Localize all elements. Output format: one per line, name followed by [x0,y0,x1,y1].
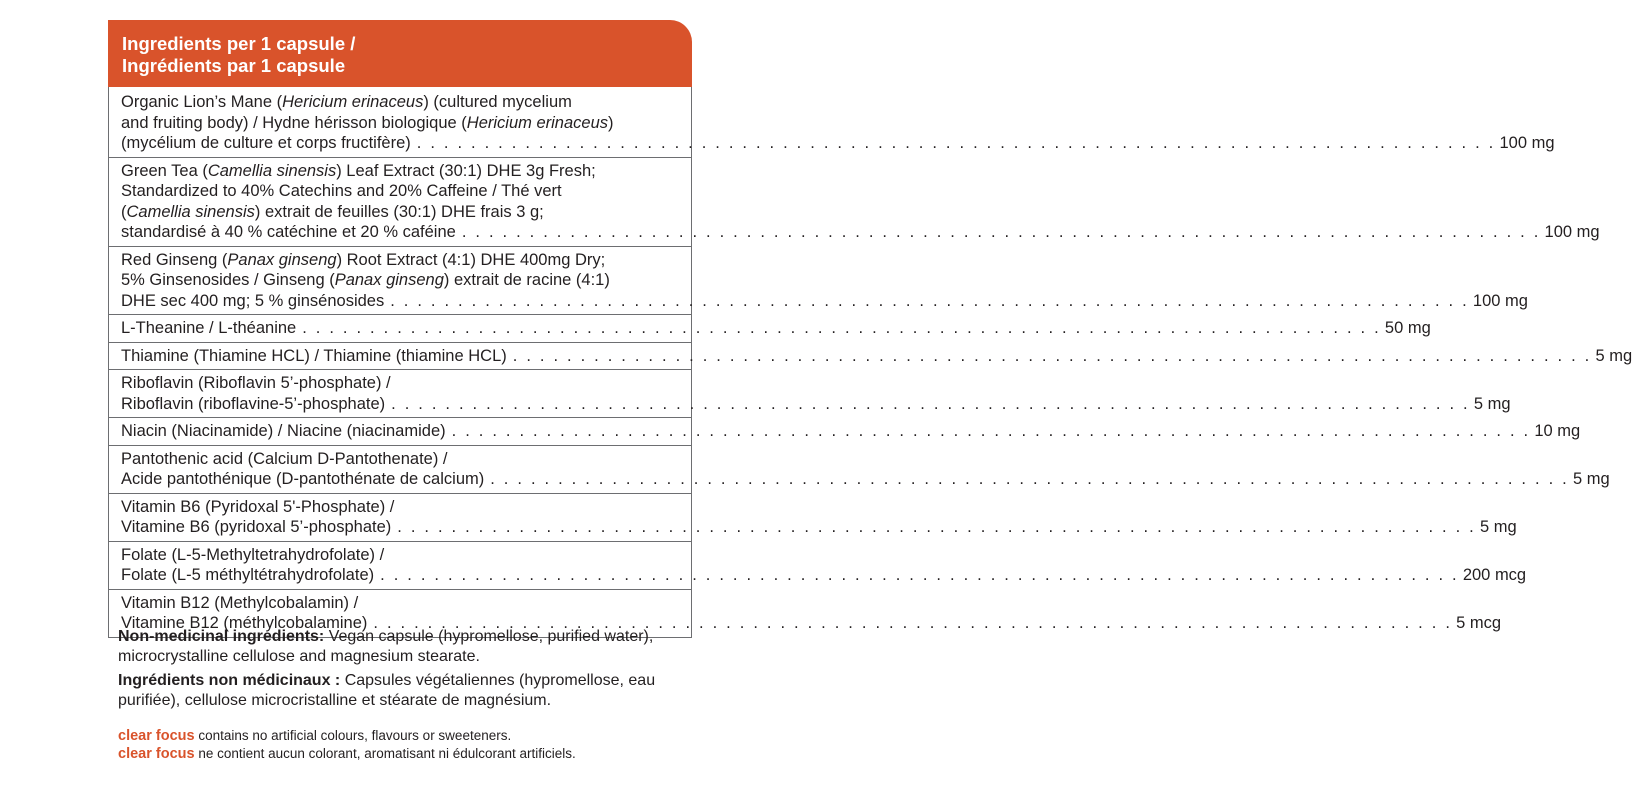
ingredient-text [121,346,507,367]
ingredient-text-segment: Vitamin B6 (Pyridoxal 5'-Phosphate) / [121,497,395,516]
ingredient-text [121,394,385,415]
ingredient-amount: 5 mg [1595,346,1632,365]
latin-name: Panax ginseng [227,250,337,269]
ingredients-panel [108,20,1632,638]
ingredient-amount: 10 mg [1534,422,1581,440]
ingredient-line [121,222,1600,243]
footer-text-fr: ne contient aucun colorant, aromatisant ni édulcorant artificiels. [194,746,576,761]
ingredient-text-segment: DHE sec 400 mg; 5 % ginsénosides [121,291,385,310]
ingredient-text [121,469,484,490]
ingredient-text-segment: ( [121,202,127,221]
ingredient-line [121,449,679,470]
dot-leader: . . . . . . . . . . . . . . . . . . . . . . . . . . . . . . . . . . . . . . . . . . . . . . . . . . . . . . . . . . . . . . . . . . . . . . . . . . . . . . . . [451,422,1531,440]
ingredient-text-segment: 5% Ginsenosides / Ginseng ( [121,271,335,289]
ingredient-text [121,565,374,586]
dot-leader: . . . . . . . . . . . . . . . . . . . . . . . . . . . . . . . . . . . . . . . . . . . . . . . . . . . . . . . . . . . . . . . . . . . . . . . . . . . . . . . . [490,470,1569,488]
ingredient-line [121,202,679,223]
non-medicinal-en-text: Vegan capsule (hypromellose, purified water), microcrystalline cellulose and magnesium stearate. [118,628,654,665]
ingredient-line [121,545,679,566]
ingredient-row [109,370,1511,418]
ingredient-text-segment: and fruiting body) / Hydne hérisson biologique ( [121,113,467,132]
ingredient-text-segment: Red Ginseng ( [121,250,228,269]
ingredient-row [109,418,1581,446]
ingredient-text-segment: standardisé à 40 % catéchine et 20 % caféine [121,223,456,241]
ingredient-row [109,315,1431,343]
latin-name: Hericium erinaceus [282,93,424,111]
ingredient-text-segment: (mycélium de culture et corps fructifère) [121,134,411,152]
ingredient-amount: 5 mg [1479,518,1517,536]
ingredient-text-segment: Organic Lion’s Mane ( [121,93,283,111]
dot-leader: . . . . . . . . . . . . . . . . . . . . . . . . . . . . . . . . . . . . . . . . . . . . . . . . . . . . . . . . . . . . . . . . . . . . . . . . . . . . . . . . [373,614,1453,632]
ingredient-line [121,593,679,614]
ingredient-row [109,494,1517,542]
non-medicinal-fr-label: Ingrédients non médicinaux : [118,672,341,689]
ingredient-row [109,87,1555,158]
ingredient-line [121,394,1511,415]
ingredient-line [121,181,679,202]
footer-text-en: contains no artificial colours, flavours or sweeteners. [194,728,512,743]
ingredient-line [121,250,679,271]
ingredient-line [121,113,679,134]
dot-leader: . . . . . . . . . . . . . . . . . . . . . . . . . . . . . . . . . . . . . . . . . . . . . . . . . . . . . . . . . . . . . . . . . . . . . . . . . . . . . . . . [391,394,1470,413]
ingredient-text-segment: Green Tea ( [121,161,208,180]
ingredient-line [121,565,1527,586]
ingredient-amount: 50 mg [1384,319,1431,337]
ingredient-text [121,222,456,243]
brand-name: clear focus [118,728,195,744]
latin-name: Camellia sinensis [126,202,255,221]
latin-name: Camellia sinensis [207,161,337,180]
footer-note-fr [118,745,718,763]
ingredient-line [121,133,1555,154]
footer-notes [118,727,718,763]
dot-leader: . . . . . . . . . . . . . . . . . . . . . . . . . . . . . . . . . . . . . . . . . . . . . . . . . . . . . . . . . . . . . . . . . . . . . . . . . . . . . . . . [302,319,1381,337]
non-medicinal-fr-text: Capsules végétaliennes (hypromellose, eau purifiée), cellulose microcristalline et stéarate de magnésium. [118,672,656,709]
ingredient-text-segment: Acide pantothénique (D-pantothénate de calcium) [121,470,485,488]
dot-leader: . . . . . . . . . . . . . . . . . . . . . . . . . . . . . . . . . . . . . . . . . . . . . . . . . . . . . . . . . . . . . . . . . . . . . . . . . . . . . . . . [390,291,1469,310]
footer-note-en [118,727,718,745]
ingredient-line [121,469,1610,490]
ingredient-row [109,542,1527,590]
ingredient-row [109,446,1610,494]
non-medicinal-en [118,627,698,667]
ingredient-line [121,161,679,182]
ingredient-text-segment: ) [608,113,614,132]
ingredient-text [121,291,384,312]
ingredient-amount: 5 mcg [1456,614,1502,632]
header-title-en: Ingredients per 1 capsule / [122,33,356,54]
ingredient-text-segment: ) Root Extract (4:1) DHE 400mg Dry; [336,250,606,269]
ingredient-line [121,517,1517,538]
non-medicinal-en-label: Non-medicinal ingredients: [118,628,325,645]
ingredient-text-segment: Vitamine B12 (méthylcobalamine) [121,614,368,632]
ingredient-text-segment: Standardized to 40% Catechins and 20% Caffeine / Thé vert [121,182,562,200]
ingredient-line [121,497,679,518]
ingredient-line [121,373,679,394]
ingredient-line [121,346,1632,367]
brand-name: clear focus [118,746,195,762]
ingredient-text-segment: Riboflavin (Riboflavin 5’-phosphate) / [121,374,391,392]
ingredient-text-segment: ) (cultured mycelium [423,93,572,111]
header-title-fr: Ingrédients par 1 capsule [122,55,346,76]
ingredient-text [121,517,391,538]
ingredients-header [108,20,692,87]
dot-leader: . . . . . . . . . . . . . . . . . . . . . . . . . . . . . . . . . . . . . . . . . . . . . . . . . . . . . . . . . . . . . . . . . . . . . . . . . . . . . . . . [461,223,1541,241]
ingredient-line [121,291,1528,312]
ingredient-line [121,318,1431,339]
ingredient-text-segment: Vitamin B12 (Methylcobalamin) / [121,593,359,612]
dot-leader: . . . . . . . . . . . . . . . . . . . . . . . . . . . . . . . . . . . . . . . . . . . . . . . . . . . . . . . . . . . . . . . . . . . . . . . . . . . . . . . . [512,346,1592,365]
ingredient-row [109,343,1632,371]
non-medicinal-fr [118,671,698,711]
ingredient-text-segment: Riboflavin (riboflavine-5’-phosphate) [121,394,386,413]
ingredient-text [121,421,446,442]
ingredient-amount: 200 mcg [1462,566,1527,584]
ingredient-amount: 5 mg [1473,394,1511,413]
ingredient-text-segment: Vitamine B6 (pyridoxal 5’-phosphate) [121,518,392,536]
ingredient-text-segment: ) extrait de racine (4:1) [443,271,610,289]
ingredient-text [121,133,411,154]
dot-leader: . . . . . . . . . . . . . . . . . . . . . . . . . . . . . . . . . . . . . . . . . . . . . . . . . . . . . . . . . . . . . . . . . . . . . . . . . . . . . . . . [397,518,1476,536]
ingredient-text-segment: ) Leaf Extract (30:1) DHE 3g Fresh; [336,161,596,180]
ingredient-text-segment: ) extrait de feuilles (30:1) DHE frais 3 g; [254,202,544,221]
non-medicinal-section [118,627,698,715]
ingredient-amount: 5 mg [1572,470,1610,488]
ingredient-text [121,318,296,339]
dot-leader: . . . . . . . . . . . . . . . . . . . . . . . . . . . . . . . . . . . . . . . . . . . . . . . . . . . . . . . . . . . . . . . . . . . . . . . . . . . . . . . . [380,566,1459,584]
ingredient-text-segment: Folate (L-5-Methyltetrahydrofolate) / [121,545,385,564]
ingredient-text-segment: Thiamine (Thiamine HCL) / Thiamine (thiamine HCL) [121,346,507,365]
ingredient-row [109,158,1600,247]
latin-name: Hericium erinaceus [466,113,609,132]
ingredient-text-segment: Folate (L-5 méthyltétrahydrofolate) [121,566,375,584]
ingredient-line [121,421,1581,442]
ingredient-amount: 100 mg [1544,223,1600,241]
ingredient-text-segment: Pantothenic acid (Calcium D-Pantothenate) / [121,449,448,468]
ingredient-amount: 100 mg [1499,134,1555,152]
ingredient-text-segment: L-Theanine / L-théanine [121,319,297,337]
ingredient-line [121,270,679,291]
dot-leader: . . . . . . . . . . . . . . . . . . . . . . . . . . . . . . . . . . . . . . . . . . . . . . . . . . . . . . . . . . . . . . . . . . . . . . . . . . . . . . . . [416,134,1496,152]
ingredient-amount: 100 mg [1472,291,1528,310]
latin-name: Panax ginseng [334,271,444,289]
ingredient-row [109,247,1528,316]
ingredient-line [121,92,679,113]
ingredients-table [108,87,1632,638]
ingredient-text-segment: Niacin (Niacinamide) / Niacine (niacinamide) [121,422,446,440]
